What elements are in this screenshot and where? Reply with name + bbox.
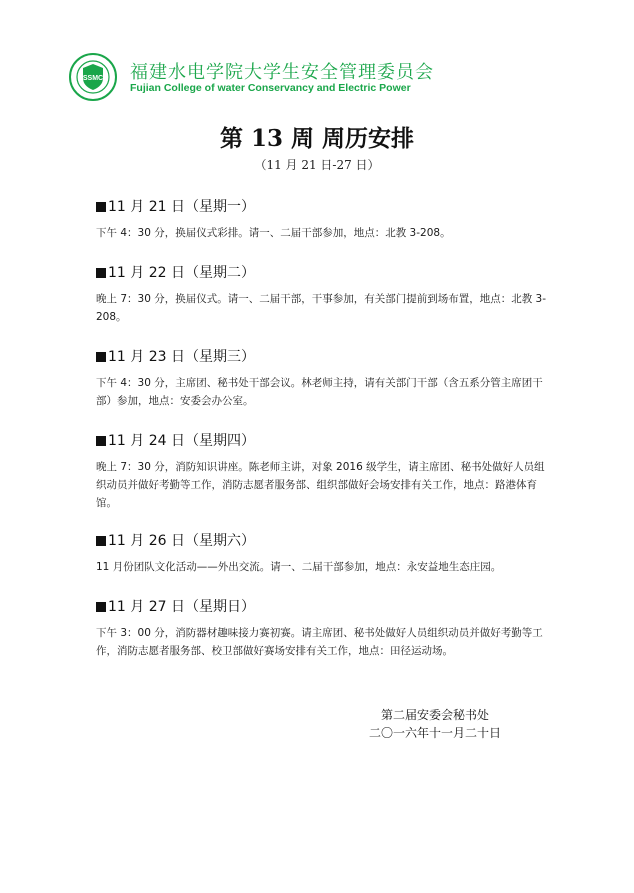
square-bullet-icon: [96, 536, 106, 546]
square-bullet-icon: [96, 602, 106, 612]
entry-date: 11 月 21 日（星期一）: [96, 196, 551, 218]
issuer-name: 第二届安委会秘书处: [380, 708, 489, 722]
schedule-entry: [96, 346, 551, 410]
org-name-english: Fujian College of water Conservancy and Electric Power: [130, 82, 411, 94]
square-bullet-icon: [96, 436, 106, 446]
schedule-entry: [96, 530, 551, 576]
square-bullet-icon: [96, 268, 106, 278]
schedule-entry: [96, 196, 551, 242]
ssmc-logo-icon: [68, 52, 118, 102]
entry-description: 下午 3：00 分，消防器材趣味接力赛初赛。请主席团、秘书处做好人员组织动员并做好考勤等工作，消防志愿者服务部、校卫部做好赛场安排有关工作，地点：田径运动场。: [96, 627, 543, 657]
entry-date: 11 月 22 日（星期二）: [96, 262, 551, 284]
issue-date: 二〇一六年十一月二十日: [368, 726, 501, 740]
page-title: 第 13 周 周历安排: [219, 125, 415, 152]
schedule-entry: [96, 430, 551, 512]
schedule-entry: [96, 596, 551, 660]
entry-description: 晚上 7：30 分，消防知识讲座。陈老师主讲，对象 2016 级学生，请主席团、秘书处做好人员组织动员并做好考勤等工作，消防志愿者服务部、组织部做好会场安排有关工作，地点：路港体育馆。: [96, 461, 545, 509]
entry-description: 晚上 7：30 分，换届仪式。请一、二届干部，干事参加，有关部门提前到场布置，地点：北教 3-208。: [96, 293, 547, 323]
entry-date: 11 月 24 日（星期四）: [96, 430, 551, 452]
svg-text:SSMC: SSMC: [82, 75, 104, 82]
square-bullet-icon: [96, 202, 106, 212]
org-name-chinese: 福建水电学院大学生安全管理委员会: [130, 62, 434, 83]
entry-date: 11 月 23 日（星期三）: [96, 346, 551, 368]
entry-description: 下午 4：30 分，换届仪式彩排。请一、二届干部参加，地点：北教 3-208。: [96, 227, 451, 239]
entry-description: 下午 4：30 分，主席团、秘书处干部会议。林老师主持，请有关部门干部（含五系分管主席团干部）参加，地点：安委会办公室。: [96, 377, 543, 407]
entry-description: 11 月份团队文化活动——外出交流。请一、二届干部参加，地点：永安益地生态庄园。: [96, 561, 502, 573]
schedule-entry: [96, 262, 551, 326]
letterhead: [68, 44, 508, 104]
page-subtitle: （11 月 21 日-27 日）: [254, 158, 380, 172]
entry-date: 11 月 27 日（星期日）: [96, 596, 551, 618]
entry-date: 11 月 26 日（星期六）: [96, 530, 551, 552]
square-bullet-icon: [96, 352, 106, 362]
signature-block: [360, 706, 510, 742]
